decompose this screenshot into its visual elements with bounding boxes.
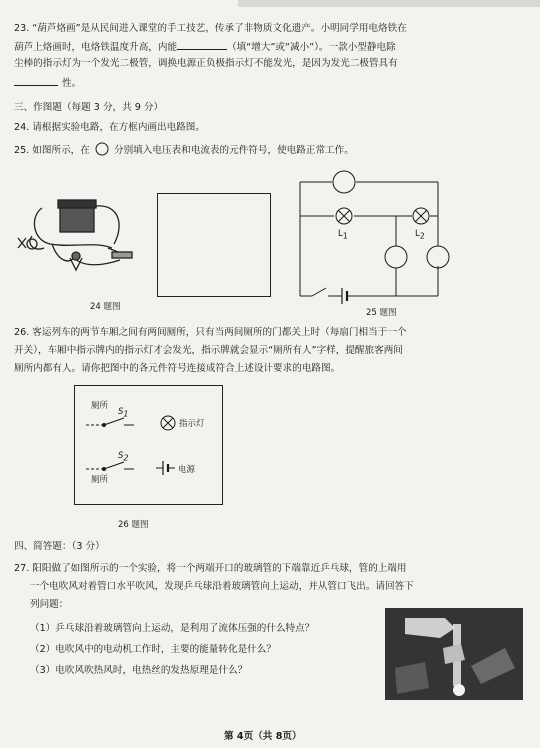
q25-text-after: 分别填入电压表和电流表的元件符号，使电路正常工作。 <box>114 145 354 156</box>
fig26-toilet-top: 厕所 <box>91 401 109 411</box>
fig25-circuit <box>296 170 466 300</box>
fig26-s2-letter: S <box>118 451 124 461</box>
fig24-apparatus <box>12 186 152 296</box>
q23-line4 <box>14 75 81 91</box>
q27-line2: 一个电吹风对着管口水平吹风，发现乒乓球沿着玻璃管向上运动，并从管口飞出。请回答下 <box>30 581 414 592</box>
q24-answer-box[interactable] <box>157 193 271 297</box>
fig26-s2-sub: 2 <box>123 453 129 463</box>
q24-text: 24. 请根据实验电路，在方框内画出电路图。 <box>14 122 205 133</box>
fig25-label-L1-sub: 1 <box>342 231 348 241</box>
fig26-power-label: 电源 <box>178 465 196 475</box>
q23-line4-text: 性。 <box>62 78 82 89</box>
fig25-label-L2-sub: 2 <box>419 231 425 241</box>
fig25-label-L2-letter: L <box>415 229 420 239</box>
q23-blank-1[interactable] <box>177 39 227 50</box>
meter-circle-icon <box>95 142 109 156</box>
q25-text-before: 25. 如图所示，在 <box>14 145 90 156</box>
q26-line3: 厕所内都有人。请你把图中的各元件符号连接成符合上述设计要求的电路图。 <box>14 363 341 374</box>
q27-sub3: （3）电吹风吹热风时，电热丝的发热原理是什么？ <box>30 665 248 676</box>
fig25-label-L1-letter: L <box>338 229 343 239</box>
q23-line2a: 葫芦上烙画时，电烙铁温度升高，内能 <box>14 42 178 53</box>
fig26-toilet-bottom: 厕所 <box>91 475 109 485</box>
fig25-label-L1 <box>338 229 348 241</box>
fig24-caption: 24 题图 <box>90 302 121 312</box>
q23-line3: 尘棒的指示灯为一个发光二极管，调换电源正负极指示灯不能发光，是因为发光二极管具有 <box>14 58 398 69</box>
fig26-caption: 26 题图 <box>118 520 149 530</box>
q27-line1: 27. 阳阳做了如图所示的一个实验，将一个两端开口的玻璃管的下端靠近乒乓球，管的上端用 <box>14 563 407 574</box>
q27-sub1: （1）乒乓球沿着玻璃管向上运动，是利用了流体压强的什么特点？ <box>30 623 315 634</box>
q25-text <box>14 142 354 158</box>
q27-photo <box>385 608 523 700</box>
q23-blank-2[interactable] <box>14 75 58 86</box>
q23-line1: 23. “葫芦烙画”是从民间进入课堂的手工技艺，传承了非物质文化遗产。小明同学用电烙铁在 <box>14 23 407 34</box>
fig25-caption: 25 题图 <box>366 308 397 318</box>
q27-sub2: （2）电吹风中的电动机工作时，主要的能量转化是什么？ <box>30 644 276 655</box>
fig26-s1-sub: 1 <box>123 409 129 419</box>
page-footer: 第 4页（共 8页） <box>224 731 302 742</box>
q23-line2b: （填“增大”或“减小”）。一款小型静电除 <box>227 42 396 53</box>
q27-line3: 列问题： <box>30 599 69 610</box>
section4-heading: 四、简答题：（3 分） <box>14 541 105 552</box>
q26-line1: 26. 客运列车的两节车厢之间有两间厕所，只有当两间厕所的门都关上时（每扇门相当于一个 <box>14 327 407 338</box>
q26-line2: 开关），车厢中指示牌内的指示灯才会发光，指示牌就会显示“厕所有人”字样，提醒旅客两间 <box>14 345 403 356</box>
q23-line2 <box>14 39 396 55</box>
fig26-s1-letter: S <box>118 407 124 417</box>
section3-heading: 三、作图题（每题 3 分，共 9 分） <box>14 102 164 113</box>
fig26-symbols <box>74 385 224 505</box>
scan-edge <box>238 0 540 7</box>
fig26-lamp-label: 指示灯 <box>179 419 205 429</box>
fig25-label-L2 <box>415 229 425 241</box>
